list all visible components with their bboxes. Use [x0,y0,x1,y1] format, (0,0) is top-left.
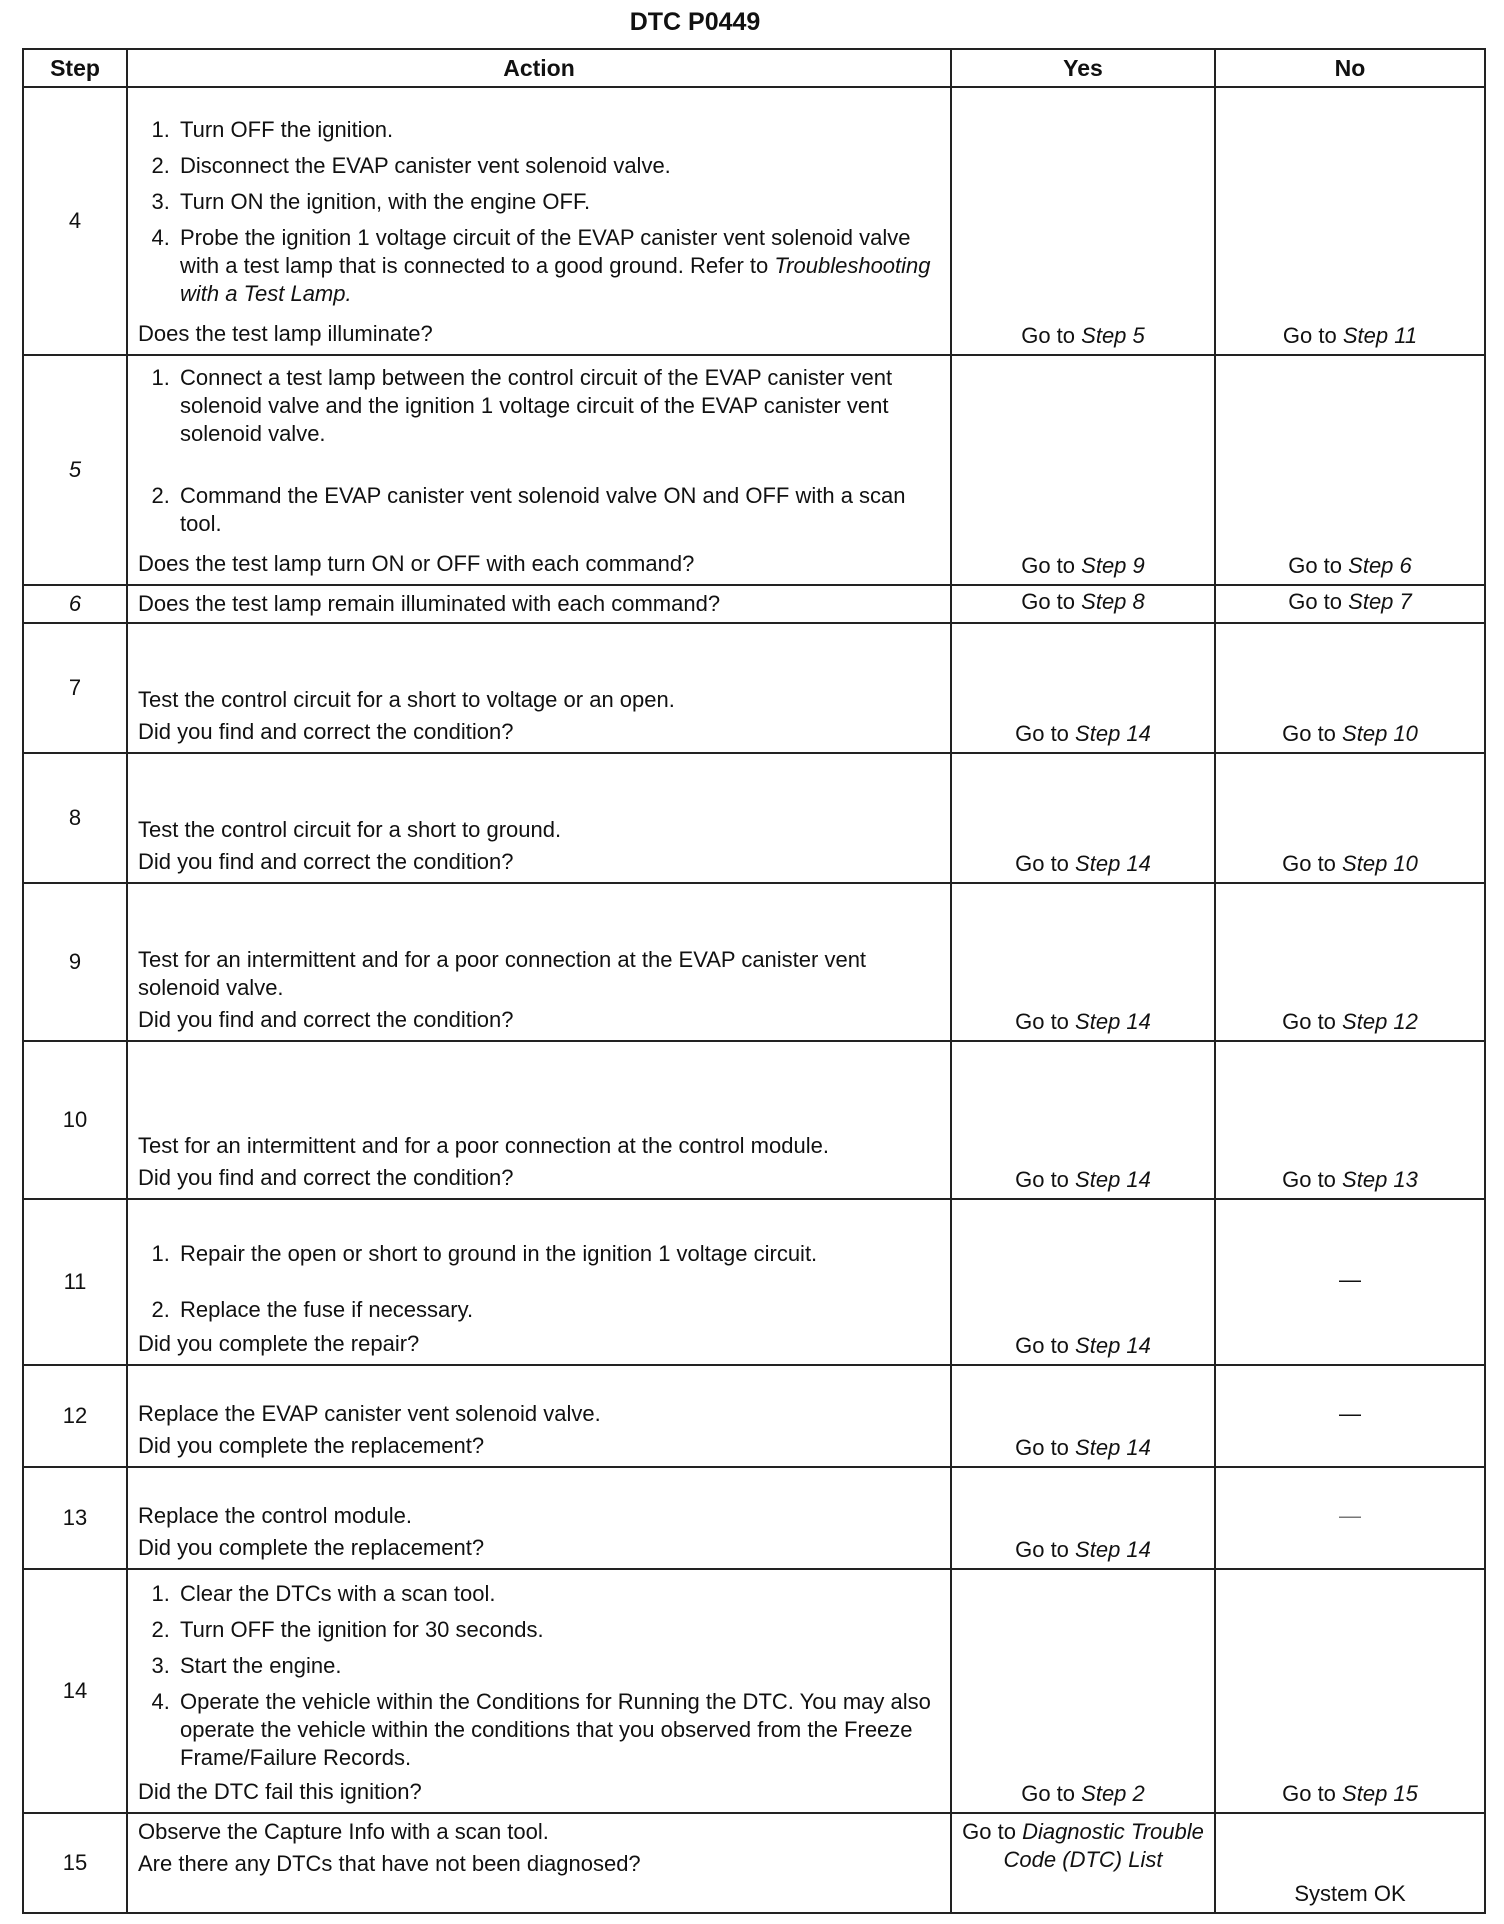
yes-target: Diagnostic Trouble Code (DTC) List [1003,1819,1204,1872]
list-item: 4. Operate the vehicle within the Conditions for Running the DTC. You may also operate the vehicle within the conditions that you observed from the Freeze Frame/Failure Records. [176,1688,940,1772]
list-item: 1. Turn OFF the ignition. [176,116,940,144]
no-cell: — [1215,1467,1485,1569]
list-item: 3. Start the engine. [176,1652,940,1680]
step-number: 5 [23,355,127,585]
yes-target: Step 14 [1075,1333,1151,1358]
no-target: Step 10 [1342,851,1418,876]
yes-target: Step 5 [1081,323,1145,348]
list-item: 1. Repair the open or short to ground in the ignition 1 voltage circuit. [176,1240,940,1268]
no-cell: Go to Step 15 [1215,1569,1485,1813]
no-cell: — [1215,1199,1485,1365]
no-cell: Go to Step 10 [1215,623,1485,753]
header-row [23,49,1485,87]
yes-target: Step 14 [1075,851,1151,876]
action-text: Test for an intermittent and for a poor connection at the control module. [138,1133,829,1158]
no-cell: Go to Step 12 [1215,883,1485,1041]
question-text: Did you find and correct the condition? [138,1007,514,1032]
question-text: Does the test lamp illuminate? [138,321,433,346]
question-text: Did you complete the repair? [138,1331,420,1356]
action-cell [127,1365,951,1467]
yes-cell: Go to Step 2 [951,1569,1215,1813]
no-target: Step 12 [1342,1009,1418,1034]
header-no: No [1215,49,1485,87]
question-text: Does the test lamp remain illuminated with each command? [138,591,721,616]
action-cell [127,355,951,585]
yes-target: Step 8 [1081,589,1145,614]
yes-cell: Go to Step 8 [951,585,1215,623]
no-target: Step 15 [1342,1781,1418,1806]
step-number: 4 [23,87,127,355]
step-number: 9 [23,883,127,1041]
action-cell [127,1569,951,1813]
table-row [23,753,1485,883]
action-cell [127,1199,951,1365]
no-cell: Go to Step 11 [1215,87,1485,355]
yes-target: Step 14 [1075,1167,1151,1192]
reference-link: Troubleshooting with a Test Lamp. [180,253,931,306]
table-row [23,1569,1485,1813]
step-number: 6 [23,585,127,623]
list-item: 4. Probe the ignition 1 voltage circuit of the EVAP canister vent solenoid valve with a test lamp that is connected to a good ground. Refer to Troubleshooting with a Test Lamp. [176,224,940,308]
no-cell: Go to Step 6 [1215,355,1485,585]
no-target: Step 7 [1348,589,1412,614]
list-item: 2. Command the EVAP canister vent solenoid valve ON and OFF with a scan tool. [176,482,940,538]
table-row [23,623,1485,753]
yes-target: Step 2 [1081,1781,1145,1806]
question-text: Did you find and correct the condition? [138,1165,514,1190]
list-item: 2. Turn OFF the ignition for 30 seconds. [176,1616,940,1644]
action-cell [127,87,951,355]
question-text: Does the test lamp turn ON or OFF with each command? [138,551,695,576]
step-number: 13 [23,1467,127,1569]
yes-cell: Go to Step 14 [951,1467,1215,1569]
question-text: Did you find and correct the condition? [138,719,514,744]
yes-cell: Go to Step 14 [951,1041,1215,1199]
question-text: Did the DTC fail this ignition? [138,1779,422,1804]
no-target: Step 13 [1342,1167,1418,1192]
action-text: Observe the Capture Info with a scan tool. [138,1819,549,1844]
table-row [23,585,1485,623]
table-row [23,883,1485,1041]
no-cell: Go to Step 7 [1215,585,1485,623]
action-text: Replace the control module. [138,1503,412,1528]
yes-cell: Go to Step 14 [951,1365,1215,1467]
table-row [23,1365,1485,1467]
no-target: Step 11 [1342,323,1418,348]
question-text: Are there any DTCs that have not been diagnosed? [138,1851,641,1876]
no-cell: Go to Step 13 [1215,1041,1485,1199]
list-item: 1. Clear the DTCs with a scan tool. [176,1580,940,1608]
question-text: Did you complete the replacement? [138,1535,485,1560]
yes-cell: Go to Step 14 [951,753,1215,883]
action-text: Test the control circuit for a short to ground. [138,817,562,842]
step-number: 7 [23,623,127,753]
no-cell: Go to Step 10 [1215,753,1485,883]
step-number: 8 [23,753,127,883]
yes-target: Step 14 [1075,721,1151,746]
yes-cell: Go to Step 9 [951,355,1215,585]
action-cell [127,753,951,883]
yes-cell: Go to Diagnostic Trouble Code (DTC) List [951,1813,1215,1913]
yes-cell: Go to Step 5 [951,87,1215,355]
action-cell [127,585,951,623]
action-cell [127,623,951,753]
list-item: 2. Disconnect the EVAP canister vent solenoid valve. [176,152,940,180]
step-number: 11 [23,1199,127,1365]
action-cell [127,1467,951,1569]
table-row [23,1199,1485,1365]
question-text: Did you find and correct the condition? [138,849,514,874]
action-text: Test the control circuit for a short to voltage or an open. [138,687,675,712]
action-cell [127,883,951,1041]
table-row [23,1467,1485,1569]
action-cell [127,1041,951,1199]
header-yes: Yes [951,49,1215,87]
question-text: Did you complete the replacement? [138,1433,485,1458]
yes-cell: Go to Step 14 [951,623,1215,753]
list-item: 1. Connect a test lamp between the control circuit of the EVAP canister vent solenoid valve and the ignition 1 voltage circuit of the EVAP canister vent solenoid valve. [176,364,940,448]
page-title: DTC P0449 [629,8,761,36]
header-action: Action [127,49,951,87]
table-row [23,87,1485,355]
yes-cell: Go to Step 14 [951,1199,1215,1365]
no-cell: System OK [1215,1813,1485,1913]
table-row [23,1813,1485,1913]
step-number: 10 [23,1041,127,1199]
yes-target: Step 9 [1081,553,1145,578]
list-item: 2. Replace the fuse if necessary. [176,1296,940,1324]
step-number: 14 [23,1569,127,1813]
yes-target: Step 14 [1075,1009,1151,1034]
step-number: 15 [23,1813,127,1913]
no-target: Step 10 [1342,721,1418,746]
yes-cell: Go to Step 14 [951,883,1215,1041]
yes-target: Step 14 [1075,1435,1151,1460]
step-number: 12 [23,1365,127,1467]
action-text: Replace the EVAP canister vent solenoid valve. [138,1401,601,1426]
table-row [23,355,1485,585]
action-cell [127,1813,951,1913]
action-text: Test for an intermittent and for a poor connection at the EVAP canister vent solenoid valve. [138,947,867,1000]
list-item: 3. Turn ON the ignition, with the engine OFF. [176,188,940,216]
dtc-table [22,48,1486,1914]
no-cell: — [1215,1365,1485,1467]
no-target: Step 6 [1348,553,1412,578]
table-row [23,1041,1485,1199]
header-step: Step [23,49,127,87]
yes-target: Step 14 [1075,1537,1151,1562]
